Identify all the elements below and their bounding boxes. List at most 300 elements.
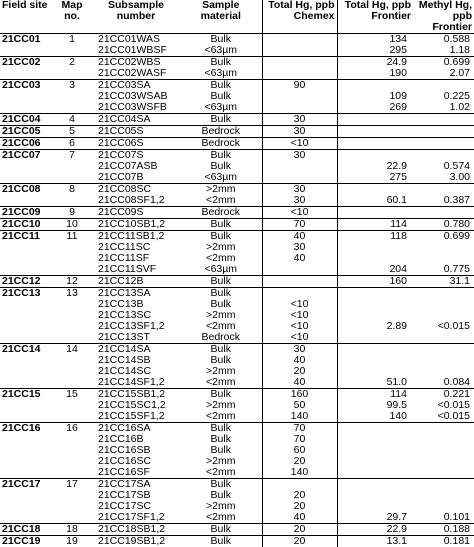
- map-no-cell: 12: [52, 276, 92, 288]
- total-hg-chemex-cell: 30: [262, 150, 337, 162]
- material-cell: <63µm: [180, 172, 262, 184]
- total-hg-chemex-cell: 90: [262, 80, 337, 92]
- field-site-cell: 21CC18: [0, 524, 52, 536]
- methyl-hg-frontier-cell: [413, 332, 474, 344]
- subsample-cell: 21CC11SB1,2: [92, 231, 180, 243]
- map-no-cell: [52, 355, 92, 366]
- material-cell: <2mm: [180, 512, 262, 524]
- total-hg-chemex-cell: [262, 57, 337, 69]
- subsample-cell: 21CC13SA: [92, 288, 180, 300]
- methyl-hg-frontier-cell: 0.780: [413, 219, 474, 231]
- methyl-hg-frontier-cell: 0.574: [413, 161, 474, 172]
- map-no-cell: 18: [52, 524, 92, 536]
- subsample-cell: 21CC16SB: [92, 445, 180, 456]
- material-cell: Bulk: [180, 445, 262, 456]
- table-row: [0, 423, 474, 435]
- total-hg-frontier-cell: 140: [337, 411, 413, 423]
- material-cell: Bulk: [180, 91, 262, 102]
- total-hg-frontier-cell: 204: [337, 264, 413, 276]
- total-hg-chemex-cell: 140: [262, 467, 337, 479]
- total-hg-frontier-cell: 24.9: [337, 57, 413, 69]
- material-cell: Bulk: [180, 536, 262, 547]
- total-hg-chemex-cell: 30: [262, 184, 337, 196]
- table-row: [0, 114, 474, 126]
- field-site-cell: 21CC06: [0, 138, 52, 150]
- table-row: [0, 512, 474, 524]
- subsample-cell: 21CC06S: [92, 138, 180, 150]
- header-methyl-hg-frontier: Methyl Hg, ppb Frontier: [413, 0, 474, 34]
- total-hg-chemex-cell: 40: [262, 253, 337, 264]
- subsample-cell: 21CC13B: [92, 299, 180, 310]
- field-site-cell: 21CC16: [0, 423, 52, 435]
- subsample-cell: 21CC17SB: [92, 490, 180, 501]
- total-hg-chemex-cell: 40: [262, 377, 337, 389]
- header-map-no: Map no.: [52, 0, 92, 34]
- map-no-cell: [52, 332, 92, 344]
- methyl-hg-frontier-cell: [413, 126, 474, 138]
- subsample-cell: 21CC03WSFB: [92, 102, 180, 114]
- methyl-hg-frontier-cell: [413, 479, 474, 491]
- total-hg-frontier-cell: 22.9: [337, 161, 413, 172]
- map-no-cell: 11: [52, 231, 92, 243]
- material-cell: >2mm: [180, 184, 262, 196]
- map-no-cell: [52, 434, 92, 445]
- map-no-cell: 3: [52, 80, 92, 92]
- total-hg-frontier-cell: [337, 479, 413, 491]
- subsample-cell: 21CC09S: [92, 207, 180, 219]
- total-hg-frontier-cell: 295: [337, 45, 413, 57]
- material-cell: Bulk: [180, 524, 262, 536]
- methyl-hg-frontier-cell: 0.188: [413, 524, 474, 536]
- table-body: [0, 34, 474, 547]
- methyl-hg-frontier-cell: 0.699: [413, 231, 474, 243]
- subsample-cell: 21CC03SA: [92, 80, 180, 92]
- total-hg-frontier-cell: [337, 126, 413, 138]
- methyl-hg-frontier-cell: 0.101: [413, 512, 474, 524]
- methyl-hg-frontier-cell: [413, 288, 474, 300]
- total-hg-chemex-cell: [262, 161, 337, 172]
- subsample-cell: 21CC13SC: [92, 310, 180, 321]
- subsample-cell: 21CC17SF1,2: [92, 512, 180, 524]
- methyl-hg-frontier-cell: 0.181: [413, 536, 474, 547]
- field-site-cell: [0, 366, 52, 377]
- field-site-cell: [0, 501, 52, 512]
- material-cell: <63µm: [180, 102, 262, 114]
- total-hg-frontier-cell: [337, 490, 413, 501]
- methyl-hg-frontier-cell: [413, 490, 474, 501]
- total-hg-frontier-cell: 114: [337, 219, 413, 231]
- map-no-cell: 4: [52, 114, 92, 126]
- header-row: [0, 0, 474, 34]
- table-row: [0, 172, 474, 184]
- material-cell: Bulk: [180, 276, 262, 288]
- total-hg-frontier-cell: 51.0: [337, 377, 413, 389]
- material-cell: Bulk: [180, 114, 262, 126]
- total-hg-chemex-cell: <10: [262, 332, 337, 344]
- subsample-cell: 21CC14SC: [92, 366, 180, 377]
- total-hg-chemex-cell: [262, 276, 337, 288]
- field-site-cell: [0, 377, 52, 389]
- total-hg-chemex-cell: 160: [262, 389, 337, 401]
- map-no-cell: 1: [52, 34, 92, 46]
- subsample-cell: 21CC19SB1,2: [92, 536, 180, 547]
- subsample-cell: 21CC16B: [92, 434, 180, 445]
- table-row: [0, 479, 474, 491]
- table-row: [0, 102, 474, 114]
- table-row: [0, 207, 474, 219]
- total-hg-frontier-cell: [337, 288, 413, 300]
- material-cell: Bulk: [180, 80, 262, 92]
- total-hg-frontier-cell: [337, 423, 413, 435]
- total-hg-frontier-cell: 60.1: [337, 195, 413, 207]
- map-no-cell: 19: [52, 536, 92, 547]
- table-row: [0, 524, 474, 536]
- total-hg-frontier-cell: 99.5: [337, 400, 413, 411]
- total-hg-chemex-cell: 60: [262, 445, 337, 456]
- table-row: [0, 299, 474, 310]
- field-site-cell: 21CC10: [0, 219, 52, 231]
- methyl-hg-frontier-cell: 0.775: [413, 264, 474, 276]
- total-hg-chemex-cell: [262, 172, 337, 184]
- map-no-cell: 15: [52, 389, 92, 401]
- subsample-cell: 21CC07B: [92, 172, 180, 184]
- total-hg-chemex-cell: [262, 34, 337, 46]
- material-cell: Bulk: [180, 219, 262, 231]
- field-site-cell: [0, 91, 52, 102]
- header-field-site: Field site: [0, 0, 52, 34]
- total-hg-chemex-cell: 30: [262, 126, 337, 138]
- map-no-cell: [52, 172, 92, 184]
- field-site-cell: 21CC17: [0, 479, 52, 491]
- subsample-cell: 21CC15SF1,2: [92, 411, 180, 423]
- total-hg-chemex-cell: 40: [262, 355, 337, 366]
- field-site-cell: [0, 299, 52, 310]
- material-cell: Bulk: [180, 299, 262, 310]
- field-site-cell: [0, 102, 52, 114]
- field-site-cell: 21CC08: [0, 184, 52, 196]
- total-hg-chemex-cell: [262, 45, 337, 57]
- subsample-cell: 21CC14SB: [92, 355, 180, 366]
- header-total-hg-chemex: Total Hg, ppb Chemex: [262, 0, 337, 34]
- field-site-cell: [0, 172, 52, 184]
- methyl-hg-frontier-cell: 0.221: [413, 389, 474, 401]
- subsample-cell: 21CC07ASB: [92, 161, 180, 172]
- total-hg-frontier-cell: 29.7: [337, 512, 413, 524]
- field-site-cell: 21CC19: [0, 536, 52, 547]
- material-cell: <63µm: [180, 264, 262, 276]
- total-hg-frontier-cell: 160: [337, 276, 413, 288]
- total-hg-frontier-cell: 118: [337, 231, 413, 243]
- total-hg-chemex-cell: [262, 68, 337, 80]
- total-hg-chemex-cell: 40: [262, 231, 337, 243]
- total-hg-chemex-cell: [262, 91, 337, 102]
- field-site-cell: 21CC04: [0, 114, 52, 126]
- subsample-cell: 21CC11SVF: [92, 264, 180, 276]
- total-hg-chemex-cell: <10: [262, 321, 337, 332]
- total-hg-chemex-cell: 50: [262, 400, 337, 411]
- total-hg-frontier-cell: 13.1: [337, 536, 413, 547]
- total-hg-chemex-cell: 30: [262, 195, 337, 207]
- material-cell: >2mm: [180, 242, 262, 253]
- methyl-hg-frontier-cell: [413, 355, 474, 366]
- map-no-cell: [52, 264, 92, 276]
- total-hg-chemex-cell: 20: [262, 536, 337, 547]
- methyl-hg-frontier-cell: 0.699: [413, 57, 474, 69]
- material-cell: Bulk: [180, 389, 262, 401]
- subsample-cell: 21CC08SF1,2: [92, 195, 180, 207]
- table-row: [0, 231, 474, 243]
- total-hg-chemex-cell: 70: [262, 219, 337, 231]
- total-hg-frontier-cell: [337, 114, 413, 126]
- methyl-hg-frontier-cell: [413, 467, 474, 479]
- map-no-cell: [52, 310, 92, 321]
- methyl-hg-frontier-cell: [413, 434, 474, 445]
- total-hg-frontier-cell: [337, 299, 413, 310]
- total-hg-frontier-cell: 114: [337, 389, 413, 401]
- subsample-cell: 21CC17SC: [92, 501, 180, 512]
- table-row: [0, 276, 474, 288]
- map-no-cell: [52, 490, 92, 501]
- material-cell: Bulk: [180, 57, 262, 69]
- subsample-cell: 21CC01WBSF: [92, 45, 180, 57]
- header-total-hg-frontier: Total Hg, ppb Frontier: [337, 0, 413, 34]
- field-site-cell: 21CC14: [0, 344, 52, 356]
- map-no-cell: [52, 377, 92, 389]
- subsample-cell: 21CC01WAS: [92, 34, 180, 46]
- field-site-cell: [0, 195, 52, 207]
- subsample-cell: 21CC16SC: [92, 456, 180, 467]
- map-no-cell: [52, 512, 92, 524]
- table-header: [0, 0, 474, 34]
- material-cell: Bulk: [180, 34, 262, 46]
- methyl-hg-frontier-cell: 0.225: [413, 91, 474, 102]
- table-row: [0, 264, 474, 276]
- field-site-cell: [0, 161, 52, 172]
- total-hg-chemex-cell: <10: [262, 207, 337, 219]
- map-no-cell: [52, 456, 92, 467]
- material-cell: Bulk: [180, 161, 262, 172]
- material-cell: <63µm: [180, 45, 262, 57]
- subsample-cell: 21CC17SA: [92, 479, 180, 491]
- map-no-cell: [52, 253, 92, 264]
- map-no-cell: [52, 68, 92, 80]
- table-row: [0, 138, 474, 150]
- total-hg-frontier-cell: 109: [337, 91, 413, 102]
- map-no-cell: [52, 321, 92, 332]
- total-hg-chemex-cell: 70: [262, 434, 337, 445]
- map-no-cell: [52, 467, 92, 479]
- subsample-cell: 21CC12B: [92, 276, 180, 288]
- methyl-hg-frontier-cell: [413, 445, 474, 456]
- table-row: [0, 445, 474, 456]
- map-no-cell: [52, 45, 92, 57]
- material-cell: Bulk: [180, 434, 262, 445]
- subsample-cell: 21CC08SC: [92, 184, 180, 196]
- methyl-hg-frontier-cell: [413, 242, 474, 253]
- table-row: [0, 195, 474, 207]
- material-cell: Bulk: [180, 355, 262, 366]
- material-cell: >2mm: [180, 501, 262, 512]
- methyl-hg-frontier-cell: 2.07: [413, 68, 474, 80]
- material-cell: Bulk: [180, 479, 262, 491]
- total-hg-frontier-cell: 134: [337, 34, 413, 46]
- table-row: [0, 68, 474, 80]
- total-hg-chemex-cell: 30: [262, 114, 337, 126]
- field-site-cell: [0, 512, 52, 524]
- subsample-cell: 21CC16SF: [92, 467, 180, 479]
- map-no-cell: [52, 501, 92, 512]
- total-hg-chemex-cell: 20: [262, 501, 337, 512]
- table-row: [0, 355, 474, 366]
- table-row: [0, 536, 474, 547]
- table-row: [0, 490, 474, 501]
- total-hg-frontier-cell: 2.89: [337, 321, 413, 332]
- methyl-hg-frontier-cell: [413, 138, 474, 150]
- methyl-hg-frontier-cell: 1.18: [413, 45, 474, 57]
- map-no-cell: 16: [52, 423, 92, 435]
- total-hg-frontier-cell: [337, 242, 413, 253]
- table-row: [0, 456, 474, 467]
- methyl-hg-frontier-cell: [413, 423, 474, 435]
- methyl-hg-frontier-cell: [413, 299, 474, 310]
- material-cell: <2mm: [180, 467, 262, 479]
- total-hg-chemex-cell: [262, 102, 337, 114]
- material-cell: <2mm: [180, 321, 262, 332]
- material-cell: <2mm: [180, 253, 262, 264]
- map-no-cell: 17: [52, 479, 92, 491]
- map-no-cell: [52, 161, 92, 172]
- material-cell: >2mm: [180, 400, 262, 411]
- map-no-cell: [52, 299, 92, 310]
- total-hg-chemex-cell: 40: [262, 512, 337, 524]
- field-site-cell: 21CC11: [0, 231, 52, 243]
- table-row: [0, 45, 474, 57]
- field-site-cell: [0, 321, 52, 332]
- map-no-cell: [52, 411, 92, 423]
- header-subsample-number: Subsample number: [92, 0, 180, 34]
- subsample-cell: 21CC02WASF: [92, 68, 180, 80]
- total-hg-chemex-cell: 20: [262, 366, 337, 377]
- material-cell: Bulk: [180, 490, 262, 501]
- total-hg-frontier-cell: [337, 467, 413, 479]
- subsample-cell: 21CC10SB1,2: [92, 219, 180, 231]
- subsample-cell: 21CC16SA: [92, 423, 180, 435]
- total-hg-frontier-cell: [337, 434, 413, 445]
- material-cell: <2mm: [180, 377, 262, 389]
- map-no-cell: [52, 366, 92, 377]
- methyl-hg-frontier-cell: [413, 456, 474, 467]
- methyl-hg-frontier-cell: 1.02: [413, 102, 474, 114]
- map-no-cell: 7: [52, 150, 92, 162]
- field-site-cell: 21CC07: [0, 150, 52, 162]
- map-no-cell: 13: [52, 288, 92, 300]
- field-site-cell: [0, 490, 52, 501]
- field-site-cell: [0, 400, 52, 411]
- map-no-cell: 2: [52, 57, 92, 69]
- material-cell: <2mm: [180, 411, 262, 423]
- methyl-hg-frontier-cell: 31.1: [413, 276, 474, 288]
- material-cell: Bulk: [180, 150, 262, 162]
- table-row: [0, 126, 474, 138]
- material-cell: Bulk: [180, 288, 262, 300]
- header-sample-material: Sample material: [180, 0, 262, 34]
- subsample-cell: 21CC03WSAB: [92, 91, 180, 102]
- field-site-cell: [0, 332, 52, 344]
- map-no-cell: 6: [52, 138, 92, 150]
- field-site-cell: [0, 242, 52, 253]
- field-site-cell: 21CC09: [0, 207, 52, 219]
- total-hg-frontier-cell: [337, 332, 413, 344]
- field-site-cell: [0, 45, 52, 57]
- field-site-cell: [0, 434, 52, 445]
- subsample-cell: 21CC02WBS: [92, 57, 180, 69]
- total-hg-frontier-cell: 275: [337, 172, 413, 184]
- methyl-hg-frontier-cell: <0.015: [413, 400, 474, 411]
- total-hg-frontier-cell: [337, 456, 413, 467]
- methyl-hg-frontier-cell: <0.015: [413, 321, 474, 332]
- field-site-cell: [0, 355, 52, 366]
- map-no-cell: [52, 400, 92, 411]
- methyl-hg-frontier-cell: 0.387: [413, 195, 474, 207]
- subsample-cell: 21CC11SC: [92, 242, 180, 253]
- total-hg-frontier-cell: 269: [337, 102, 413, 114]
- material-cell: >2mm: [180, 456, 262, 467]
- map-no-cell: [52, 445, 92, 456]
- field-site-cell: [0, 411, 52, 423]
- methyl-hg-frontier-cell: [413, 344, 474, 356]
- subsample-cell: 21CC05S: [92, 126, 180, 138]
- material-cell: Bulk: [180, 231, 262, 243]
- field-site-cell: [0, 253, 52, 264]
- subsample-cell: 21CC14SA: [92, 344, 180, 356]
- subsample-cell: 21CC14SF1,2: [92, 377, 180, 389]
- total-hg-chemex-cell: 20: [262, 524, 337, 536]
- material-cell: Bedrock: [180, 138, 262, 150]
- total-hg-chemex-cell: 30: [262, 242, 337, 253]
- total-hg-frontier-cell: [337, 138, 413, 150]
- total-hg-frontier-cell: 190: [337, 68, 413, 80]
- material-cell: >2mm: [180, 310, 262, 321]
- field-site-cell: 21CC12: [0, 276, 52, 288]
- map-no-cell: [52, 195, 92, 207]
- subsample-cell: 21CC15SC1,2: [92, 400, 180, 411]
- table-row: [0, 242, 474, 253]
- table-row: [0, 377, 474, 389]
- total-hg-chemex-cell: 30: [262, 344, 337, 356]
- table-row: [0, 219, 474, 231]
- map-no-cell: 14: [52, 344, 92, 356]
- methyl-hg-frontier-cell: 0.084: [413, 377, 474, 389]
- subsample-cell: 21CC13SF1,2: [92, 321, 180, 332]
- table-row: [0, 332, 474, 344]
- total-hg-chemex-cell: 20: [262, 490, 337, 501]
- field-site-cell: 21CC05: [0, 126, 52, 138]
- methyl-hg-frontier-cell: [413, 114, 474, 126]
- material-cell: Bedrock: [180, 207, 262, 219]
- field-site-cell: [0, 264, 52, 276]
- material-cell: Bedrock: [180, 332, 262, 344]
- map-no-cell: 8: [52, 184, 92, 196]
- total-hg-frontier-cell: [337, 344, 413, 356]
- field-site-cell: [0, 68, 52, 80]
- table-row: [0, 411, 474, 423]
- material-cell: <63µm: [180, 68, 262, 80]
- total-hg-chemex-cell: 70: [262, 423, 337, 435]
- field-site-cell: 21CC02: [0, 57, 52, 69]
- map-no-cell: [52, 102, 92, 114]
- total-hg-chemex-cell: <10: [262, 310, 337, 321]
- field-site-cell: [0, 456, 52, 467]
